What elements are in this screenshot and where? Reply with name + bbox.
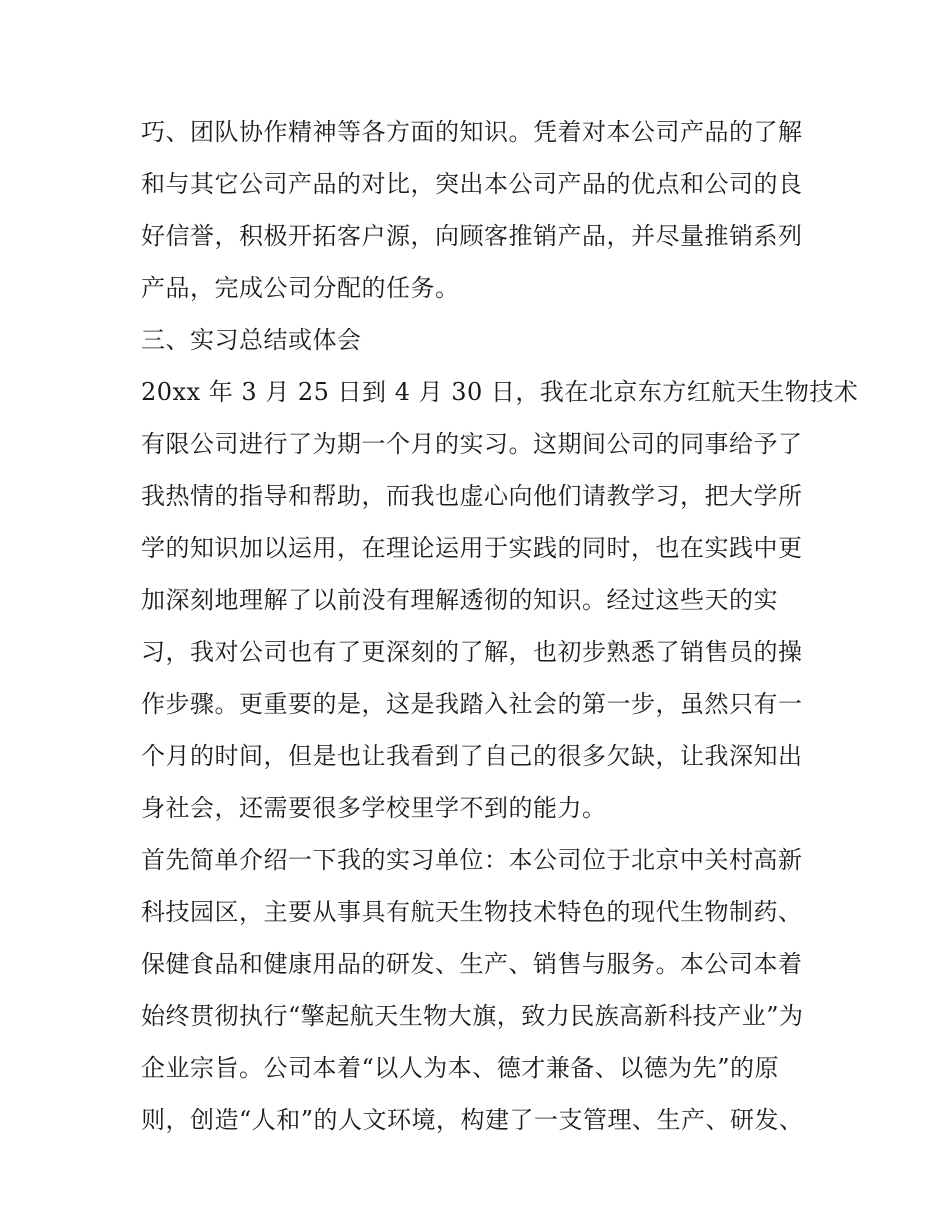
document-body — [141, 106, 859, 1146]
text-line: 加深刻地理解了以前没有理解透彻的知识。经过这些天的实 — [141, 586, 778, 614]
text-line: 习，我对公司也有了更深刻的了解，也初步熟悉了销售员的操 — [141, 638, 803, 666]
text-line: 我热情的指导和帮助，而我也虚心向他们请教学习，把大学所 — [141, 482, 803, 510]
text-line: 有限公司进行了为期一个月的实习。这期间公司的同事给予了 — [141, 430, 803, 458]
text-line: 科技园区，主要从事具有航天生物技术特色的现代生物制药、 — [141, 898, 803, 926]
text-line: 企业宗旨。公司本着“以人为本、德才兼备、以德为先”的原 — [141, 1054, 780, 1082]
text-line: 巧、团队协作精神等各方面的知识。凭着对本公司产品的了解 — [141, 118, 803, 146]
text-line: 产品，完成公司分配的任务。 — [141, 274, 460, 302]
text-line: 20xx 年 3 月 25 日到 4 月 30 日，我在北京东方红航天生物技术 — [141, 378, 859, 406]
text-line: 好信誉，积极开拓客户源，向顾客推销产品，并尽量推销系列 — [141, 222, 803, 250]
text-line: 首先简单介绍一下我的实习单位：本公司位于北京中关村高新 — [141, 846, 803, 874]
text-line: 保健食品和健康用品的研发、生产、销售与服务。本公司本着 — [141, 950, 803, 978]
text-line: 身社会，还需要很多学校里学不到的能力。 — [141, 794, 607, 822]
text-line: 作步骤。更重要的是，这是我踏入社会的第一步，虽然只有一 — [141, 690, 803, 718]
text-line: 则，创造“人和”的人文环境，构建了一支管理、生产、研发、 — [141, 1106, 804, 1134]
text-line: 学的知识加以运用，在理论运用于实践的同时，也在实践中更 — [141, 534, 803, 562]
text-line: 始终贯彻执行“擎起航天生物大旗，致力民族高新科技产业”为 — [141, 1002, 804, 1030]
section-heading: 三、实习总结或体会 — [141, 326, 362, 354]
text-line: 个月的时间，但是也让我看到了自己的很多欠缺，让我深知出 — [141, 742, 803, 770]
text-line: 和与其它公司产品的对比，突出本公司产品的优点和公司的良 — [141, 170, 803, 198]
